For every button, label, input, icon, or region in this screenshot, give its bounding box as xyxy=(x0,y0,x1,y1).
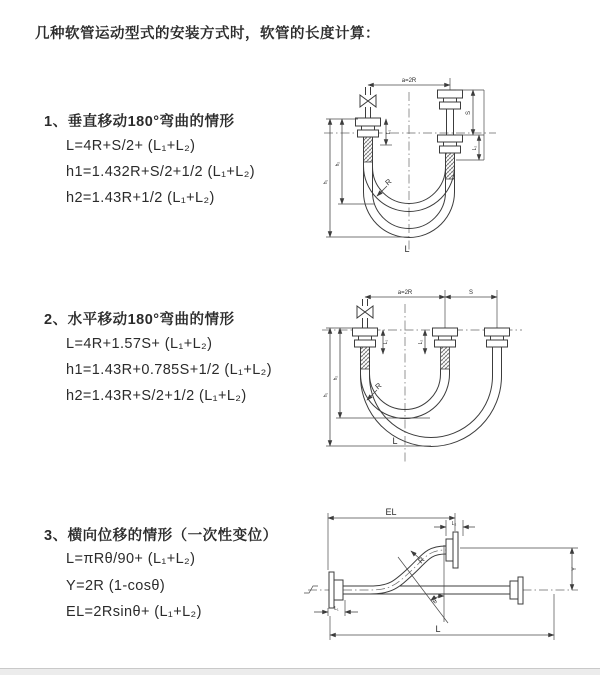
middle-pipe-assembly xyxy=(433,290,458,369)
dimension-l1 xyxy=(314,600,358,616)
pipe-break-icon xyxy=(304,586,318,593)
dimension-s xyxy=(445,290,497,297)
hose-u-shape xyxy=(361,347,502,447)
page-title: 几种软管运动型式的安装方式时，软管的长度计算： xyxy=(35,26,380,42)
dim-label-l1: L₁ xyxy=(386,129,392,135)
scan-page-edge xyxy=(0,668,600,675)
section-1-formula-h2: h2=1.43R+1/2 (L₁+L₂) xyxy=(66,190,215,206)
left-pipe-assembly xyxy=(353,299,378,369)
dim-label-h2: h₂ xyxy=(335,161,341,167)
valve-icon xyxy=(357,306,373,318)
braided-section xyxy=(441,347,450,369)
dim-label-h1: h₁ xyxy=(323,179,329,185)
section-2-heading: 2、水平移动180°弯曲的情形 xyxy=(44,312,235,328)
flange xyxy=(485,328,510,347)
braided-section xyxy=(364,137,373,162)
dim-label-h2: h₂ xyxy=(333,375,339,381)
dimension-l2 xyxy=(418,330,425,354)
dim-label-y: Y xyxy=(572,566,578,572)
section-2-formula-h1: h1=1.43R+0.785S+1/2 (L₁+L₂) xyxy=(66,362,272,378)
dim-label-l2: L₂ xyxy=(418,339,424,345)
dim-label-s: S xyxy=(468,290,474,296)
flange xyxy=(438,90,463,109)
dim-label-r: R xyxy=(416,555,427,566)
diagram-horizontal-180-bend xyxy=(300,278,600,470)
dim-label-h1: h₁ xyxy=(323,392,329,398)
dimension-el xyxy=(328,507,455,570)
section-1-formula-L: L=4R+S/2+ (L₁+L₂) xyxy=(66,138,196,154)
dim-label-theta: θ xyxy=(431,597,439,606)
section-2-formula-h2: h2=1.43R+S/2+1/2 (L₁+L₂) xyxy=(66,388,247,404)
flange xyxy=(356,118,381,137)
section-1-heading: 1、垂直移动180°弯曲的情形 xyxy=(44,114,235,130)
dim-label-l: L xyxy=(435,624,441,634)
braided-section xyxy=(446,153,455,179)
dim-label-l: L xyxy=(392,436,398,446)
right-pipe-assembly xyxy=(438,78,463,179)
flange xyxy=(433,328,458,347)
dimension-l1 xyxy=(380,119,392,145)
flange xyxy=(438,135,463,153)
section-3-formula-L: L=πRθ/90+ (L₁+L₂) xyxy=(66,551,196,567)
section-3-formula-Y: Y=2R (1-cosθ) xyxy=(66,578,166,594)
dim-label-l: L xyxy=(404,244,410,254)
section-3-formula-EL: EL=2Rsinθ+ (L₁+L₂) xyxy=(66,604,202,620)
dim-label-a2r: a=2R xyxy=(397,290,413,296)
diagram-lateral-displacement xyxy=(298,500,600,660)
dim-label-l2: L₂ xyxy=(451,521,457,527)
section-2-formula-L: L=4R+1.57S+ (L₁+L₂) xyxy=(66,336,213,352)
braided-section xyxy=(361,347,370,369)
dimension-a2r xyxy=(368,78,450,85)
right-flange xyxy=(510,577,523,604)
dim-label-a2r: a=2R xyxy=(401,78,417,84)
right-pipe-assembly xyxy=(485,290,510,347)
dim-label-el: EL xyxy=(385,507,397,517)
hose-displaced-position xyxy=(343,550,446,590)
upper-flange xyxy=(446,532,458,568)
radius-callout xyxy=(377,177,394,196)
flange xyxy=(353,328,378,347)
dim-label-s: S xyxy=(466,110,472,116)
dimension-a2r xyxy=(365,290,445,297)
valve-icon xyxy=(360,95,376,107)
diagram-vertical-180-bend xyxy=(298,62,600,258)
dim-label-l1: L₁ xyxy=(383,339,389,345)
left-pipe-assembly xyxy=(356,87,381,162)
section-1-formula-h1: h1=1.432R+S/2+1/2 (L₁+L₂) xyxy=(66,164,256,180)
dim-label-l1: L₁ xyxy=(334,606,339,612)
section-3-heading: 3、横向位移的情形（一次性变位） xyxy=(44,528,278,544)
dim-label-r: R xyxy=(373,380,384,392)
left-flange xyxy=(329,572,343,608)
dimension-l1 xyxy=(383,330,389,354)
dim-label-l2: L₂ xyxy=(472,145,478,151)
dim-label-r: R xyxy=(383,176,394,188)
